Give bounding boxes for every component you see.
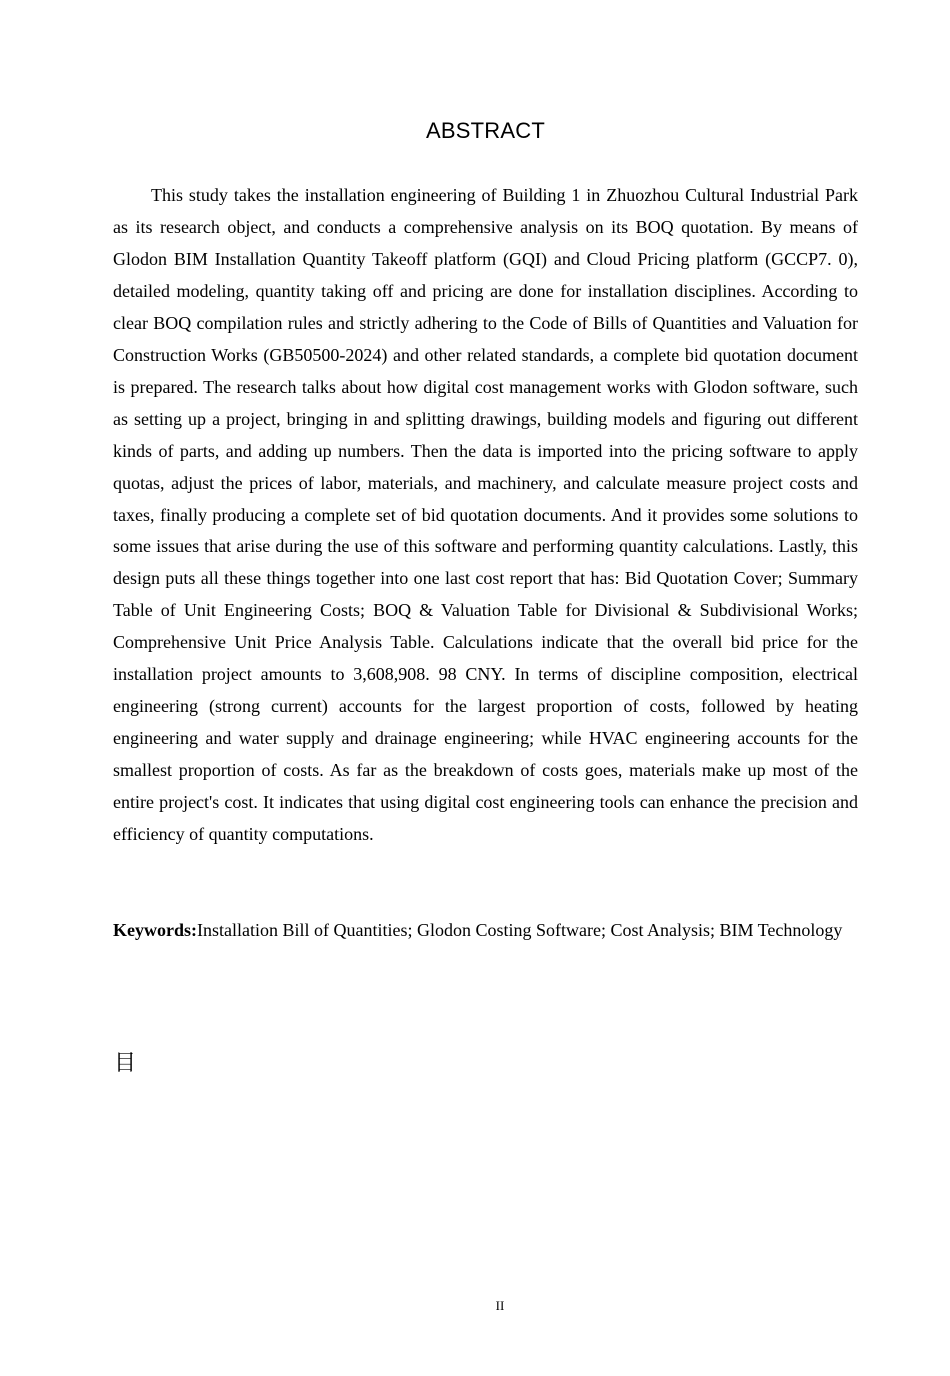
keywords-label: Keywords: [113, 920, 197, 940]
abstract-body: This study takes the installation engineering of Building 1 in Zhuozhou Cultural Industrial Park as its research object, and conducts a comprehensive analysis on its BOQ quotation. By means of Glodon BIM Installation Quantity Takeoff platform (GQI) and Cloud Pricing platform (GCCP7. 0), detailed modeling, quantity taking off and pricing are done for installation disciplines. According to clear BOQ compilation rules and strictly adhering to the Code of Bills of Quantities and Valuation for Construction Works (GB50500-2024) and other related standards, a complete bid quotation document is prepared. The research talks about how digital cost management works with Glodon software, such as setting up a project, bringing in and splitting drawings, building models and figuring out different kinds of parts, and adding up numbers. Then the data is imported into the pricing software to apply quotas, adjust the prices of labor, materials, and machinery, and calculate measure project costs and taxes, finally producing a complete set of bid quotation documents. And it provides some solutions to some issues that arise during the use of this software and performing quantity calculations. Lastly, this design puts all these things together into one last cost report that has: Bid Quotation Cover; Summary Table of Unit Engineering Costs; BOQ & Valuation Table for Divisional & Subdivisional Works; Comprehensive Unit Price Analysis Table. Calculations indicate that the overall bid price for the installation project amounts to 3,608,908. 98 CNY. In terms of discipline composition, electrical engineering (strong current) accounts for the largest proportion of costs, followed by heating engineering and water supply and drainage engineering; while HVAC engineering accounts for the smallest proportion of costs. As far as the breakdown of costs goes, materials make up most of the entire project's cost. It indicates that using digital cost engineering tools can enhance the precision and efficiency of quantity computations. [113, 185, 858, 845]
toc-heading: 目 [114, 1051, 137, 1076]
keywords-text: Installation Bill of Quantities; Glodon Costing Software; Cost Analysis; BIM Technology [197, 920, 843, 940]
keywords-paragraph [113, 915, 858, 946]
page-number: II [495, 1298, 505, 1313]
abstract-title: ABSTRACT [426, 118, 545, 143]
